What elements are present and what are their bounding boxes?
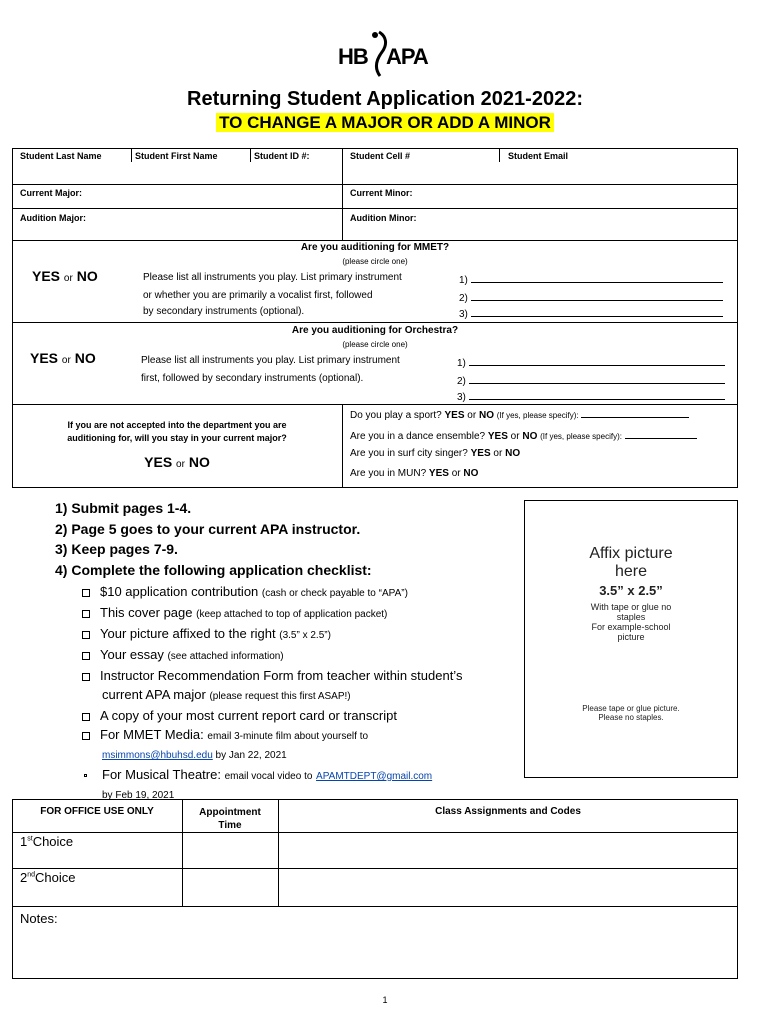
surf-question: Are you in surf city singer? YES or NO <box>350 448 521 459</box>
stay-or: or <box>176 459 185 470</box>
student-last-name-label: Student Last Name <box>20 151 102 161</box>
orchestra-instrument-1[interactable]: 1) <box>457 355 725 369</box>
office-use-table <box>12 799 738 979</box>
stay-question-line-2: auditioning for, will you stay in your current major? <box>67 433 287 443</box>
checklist-item-cover-page[interactable]: This cover page (keep attached to top of application packet) <box>82 603 502 624</box>
step-3: 3) Keep pages 7-9. <box>55 541 178 557</box>
step-1: 1) Submit pages 1-4. <box>55 500 192 516</box>
steps-list <box>55 498 372 580</box>
student-email-label: Student Email <box>508 151 569 161</box>
checklist-item-picture[interactable]: Your picture affixed to the right (3.5” x 2.5”) <box>82 624 502 645</box>
mmet-instructions-1: Please list all instruments you play. List primary instrument <box>143 272 402 283</box>
photo-foot-1: Please tape or glue picture. <box>582 704 680 713</box>
mmet-instructions-2: or whether you are primarily a vocalist first, followed <box>143 290 373 301</box>
mmet-instrument-2[interactable]: 2) <box>459 290 723 304</box>
mmet-yes[interactable]: YES <box>32 268 61 284</box>
checkbox-icon[interactable] <box>84 774 87 777</box>
notes-label: Notes: <box>20 911 58 926</box>
photo-foot-2: Please no staples. <box>598 713 664 722</box>
mmet-instructions-3: by secondary instruments (optional). <box>143 306 305 317</box>
logo <box>338 30 438 80</box>
page-number: 1 <box>382 995 388 1005</box>
checkbox-icon[interactable] <box>82 673 90 681</box>
orchestra-yes[interactable]: YES <box>30 350 59 366</box>
mmet-instrument-1[interactable]: 1) <box>459 272 723 286</box>
photo-affix-2: here <box>614 563 648 580</box>
stay-yes-no[interactable] <box>12 454 342 470</box>
step-4: 4) Complete the following application checklist: <box>55 561 372 578</box>
checklist-item-report-card[interactable]: A copy of your most current report card or transcript <box>82 706 502 725</box>
checklist-item-essay[interactable]: Your essay (see attached information) <box>82 645 502 666</box>
checkbox-icon[interactable] <box>82 631 90 639</box>
appointment-time-header: Appointment Time <box>199 807 261 831</box>
checklist-item-mmet-media[interactable]: For MMET Media: email 3-minute film about yourself to <box>82 725 502 746</box>
dance-yes[interactable]: YES <box>487 431 508 442</box>
musical-theatre-email-link[interactable]: APAMTDEPT@gmail.com <box>316 771 433 782</box>
student-id-label: Student ID #: <box>254 151 310 161</box>
orchestra-instructions-2: first, followed by secondary instruments (optional). <box>141 373 364 384</box>
checkbox-icon[interactable] <box>82 610 90 618</box>
orchestra-instructions-1: Please list all instruments you play. List primary instrument <box>141 355 400 366</box>
checkbox-icon[interactable] <box>82 732 90 740</box>
student-cell-label: Student Cell # <box>350 151 411 161</box>
orchestra-question: Are you auditioning for Orchestra? <box>291 325 459 336</box>
orchestra-instrument-3[interactable]: 3) <box>457 389 725 403</box>
first-choice-label: 1stChoice <box>20 834 74 849</box>
orchestra-instrument-2[interactable]: 2) <box>457 373 725 387</box>
mun-no[interactable]: NO <box>463 468 479 479</box>
stay-question <box>12 419 342 445</box>
mmet-email-link[interactable]: msimmons@hbuhsd.edu <box>102 750 213 761</box>
checklist-item-contribution[interactable]: $10 application contribution (cash or check payable to “APA”) <box>82 582 502 603</box>
sport-question: Do you play a sport? YES or NO (If yes, please specify): <box>350 407 689 421</box>
mun-question: Are you in MUN? YES or NO <box>350 468 479 479</box>
second-choice-label: 2ndChoice <box>20 870 76 885</box>
current-major-label: Current Major: <box>20 188 83 198</box>
photo-note-3: For example-school <box>591 622 671 632</box>
orchestra-circle-note: (please circle one) <box>342 340 408 349</box>
student-first-name-label: Student First Name <box>135 151 218 161</box>
dance-specify-field[interactable] <box>625 428 697 439</box>
checklist-item-recommendation[interactable]: Instructor Recommendation Form from teacher within student’s <box>82 666 502 685</box>
photo-note-1: With tape or glue no <box>590 602 672 612</box>
office-use-header: FOR OFFICE USE ONLY <box>40 806 154 817</box>
orchestra-yes-no[interactable] <box>30 350 96 366</box>
page-subtitle: TO CHANGE A MAJOR OR ADD A MINOR <box>216 113 554 132</box>
photo-affix-1: Affix picture <box>589 545 673 562</box>
checkbox-icon[interactable] <box>82 713 90 721</box>
application-checklist: $10 application contribution (cash or check payable to “APA”) This cover page (keep attached to top of application packet) Your picture affixed to the right (3.5” x 2.5”) Your essay (see attached information) Instructor Recommendation Form from teacher within student’s current APA major (please request this first ASAP!) A copy of your most current report card or transcript For MMET Media: email 3-minute film about yourself to msimmons@hbuhsd.edu by Jan 22, 2021 For Musical Theatre: email vocal video to APAMTDEPT@gmail.com by Feb 19, 2021 <box>82 582 502 805</box>
sport-yes[interactable]: YES <box>444 410 465 421</box>
stay-question-line-1: If you are not accepted into the department you are <box>67 420 287 430</box>
surf-yes[interactable]: YES <box>470 448 491 459</box>
mmet-yes-no[interactable] <box>32 268 98 284</box>
mmet-or: or <box>63 273 73 284</box>
surf-no[interactable]: NO <box>505 448 521 459</box>
audition-minor-label: Audition Minor: <box>350 213 417 223</box>
checkbox-icon[interactable] <box>82 589 90 597</box>
sport-no[interactable]: NO <box>478 410 494 421</box>
stay-yes[interactable]: YES <box>144 454 173 470</box>
photo-note-4: picture <box>617 632 645 642</box>
class-assignments-header: Class Assignments and Codes <box>435 806 581 817</box>
audition-major-label: Audition Major: <box>20 213 86 223</box>
orchestra-or: or <box>61 355 71 366</box>
photo-box[interactable] <box>524 500 738 778</box>
dance-no[interactable]: NO <box>522 431 538 442</box>
stay-no[interactable]: NO <box>188 454 210 470</box>
mmet-instrument-3[interactable]: 3) <box>459 306 723 320</box>
logo-text-right: APA <box>386 44 428 69</box>
sport-specify-field[interactable] <box>581 407 689 418</box>
orchestra-no[interactable]: NO <box>74 350 96 366</box>
dance-question: Are you in a dance ensemble? YES or NO (If yes, please specify): <box>350 428 697 442</box>
page-title: Returning Student Application 2021-2022: <box>187 88 583 110</box>
mmet-circle-note: (please circle one) <box>342 257 408 266</box>
photo-note-2: staples <box>616 612 646 622</box>
checklist-item-musical-theatre[interactable]: For Musical Theatre: email vocal video to APAMTDEPT@gmail.com <box>82 765 502 786</box>
step-2: 2) Page 5 goes to your current APA instructor. <box>55 520 361 537</box>
photo-size: 3.5” x 2.5” <box>599 583 663 598</box>
mun-yes[interactable]: YES <box>428 468 449 479</box>
mmet-no[interactable]: NO <box>76 268 98 284</box>
logo-text-left: HB <box>338 44 368 69</box>
mmet-question: Are you auditioning for MMET? <box>300 242 450 253</box>
current-minor-label: Current Minor: <box>350 188 413 198</box>
checkbox-icon[interactable] <box>82 652 90 660</box>
